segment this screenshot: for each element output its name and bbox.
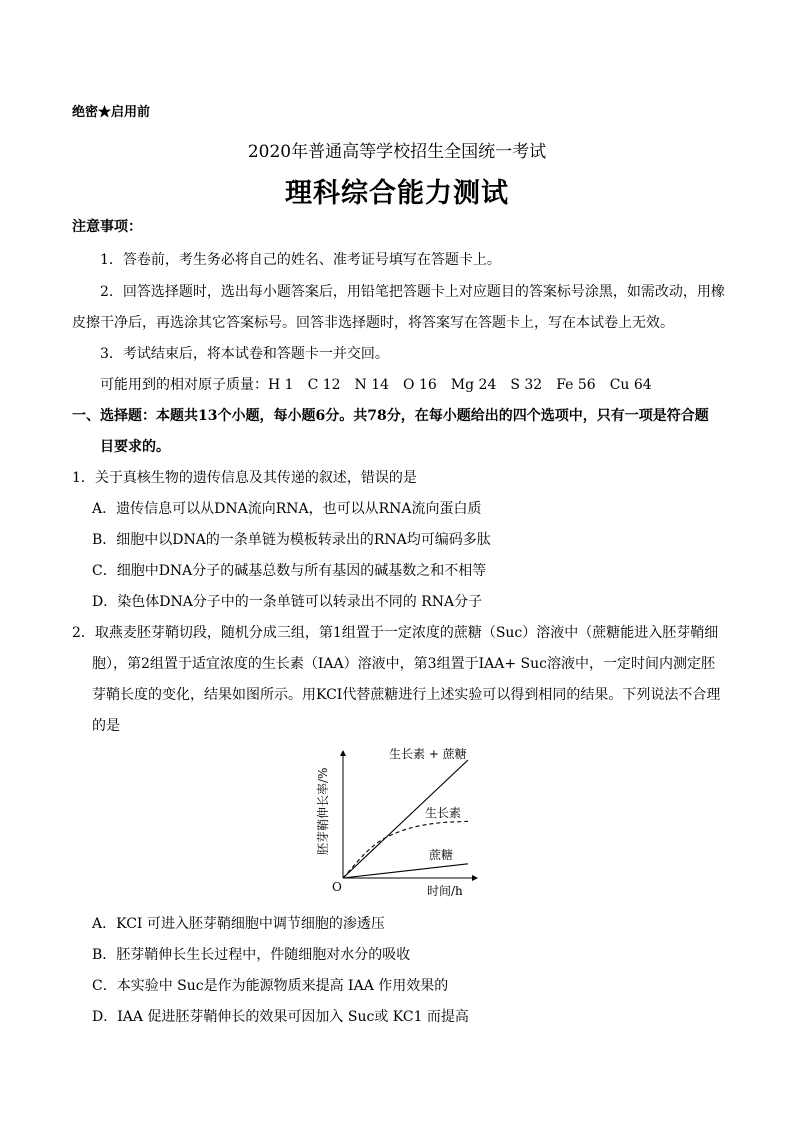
notice-item-2-cont: 皮擦干净后，再选涂其它答案标号。回答非选择题时，将答案写在答题卡上，写在本试卷上无效。 (72, 315, 674, 331)
section-heading: 一、选择题：本题共13个小题，每小题6分。共78分，在每小题给出的四个选项中，只有一项是符合题 (72, 408, 709, 424)
series-label-suc: 蔗糖 (429, 848, 454, 862)
growth-chart (305, 745, 485, 900)
notice-item-3: 3．考试结束后，将本试卷和答题卡一并交回。 (100, 346, 389, 362)
q1-option-a: A．遗传信息可以从DNA流向RNA，也可以从RNA流向蛋白质 (92, 501, 482, 517)
confidential-mark: 绝密★启用前 (72, 105, 151, 120)
notice-item-1: 1．答卷前，考生务必将自己的姓名、准考证号填写在答题卡上。 (100, 252, 501, 268)
q2-option-c: C．本实验中 Suc是作为能源物质来提高 IAA 作用效果的 (92, 978, 449, 994)
q2-stem-3: 芽鞘长度的变化，结果如图所示。用KCI代替蔗糖进行上述实验可以得到相同的结果。下列说法不合理 (92, 687, 721, 703)
q2-option-d: D．IAA 促进胚芽鞘伸长的效果可因加入 Suc或 KC1 而提高 (92, 1009, 469, 1025)
q2-stem-2: 胞），第2组置于适宜浓度的生长素（IAA）溶液中，第3组置于IAA+ Suc溶液中，一定时间内测定胚 (92, 656, 715, 672)
q1-stem: 1．关于真核生物的遗传信息及其传递的叙述，错误的是 (72, 470, 417, 486)
q1-option-c: C．细胞中DNA分子的碱基总数与所有基因的碱基数之和不相等 (92, 563, 487, 579)
q1-option-d: D．染色体DNA分子中的一条单链可以转录出不同的 RNA分子 (92, 594, 483, 610)
q2-stem-1: 2．取燕麦胚芽鞘切段，随机分成三组，第1组置于一定浓度的蔗糖（Suc）溶液中（蔗糖能进入胚芽鞘细 (72, 625, 719, 641)
origin-label: O (332, 880, 342, 894)
q2-option-b: B．胚芽鞘伸长生长过程中，件随细胞对水分的吸收 (92, 947, 411, 963)
q2-option-a: A．KCI 可进入胚芽鞘细胞中调节细胞的渗透压 (92, 916, 385, 932)
x-axis-label: 时间/h (427, 884, 463, 898)
series-suc-line (343, 864, 468, 878)
exam-subtitle: 2020年普通高等学校招生全国统一考试 (247, 142, 547, 162)
q1-option-b: B．细胞中以DNA的一条单链为模板转录出的RNA均可编码多肽 (92, 532, 491, 548)
section-heading-cont: 目要求的。 (100, 439, 170, 455)
notice-heading: 注意事项： (72, 219, 142, 235)
notice-item-2: 2．回答选择题时，选出每小题答案后，用铅笔把答题卡上对应题目的答案标号涂黑，如需改动，用橡 (100, 284, 725, 300)
y-axis-label: 胚芽鞘伸长率/% (316, 767, 330, 855)
exam-title: 理科综合能力测试 (285, 178, 509, 209)
atomic-masses: 可能用到的相对原子质量：H 1 C 12 N 14 O 16 Mg 24 S 32 Fe 56 Cu 64 (100, 377, 652, 393)
series-label-iaa: 生长素 (425, 806, 462, 820)
series-label-iaa-suc: 生长素 + 蔗糖 (389, 747, 467, 761)
q2-stem-4: 的是 (92, 718, 120, 734)
